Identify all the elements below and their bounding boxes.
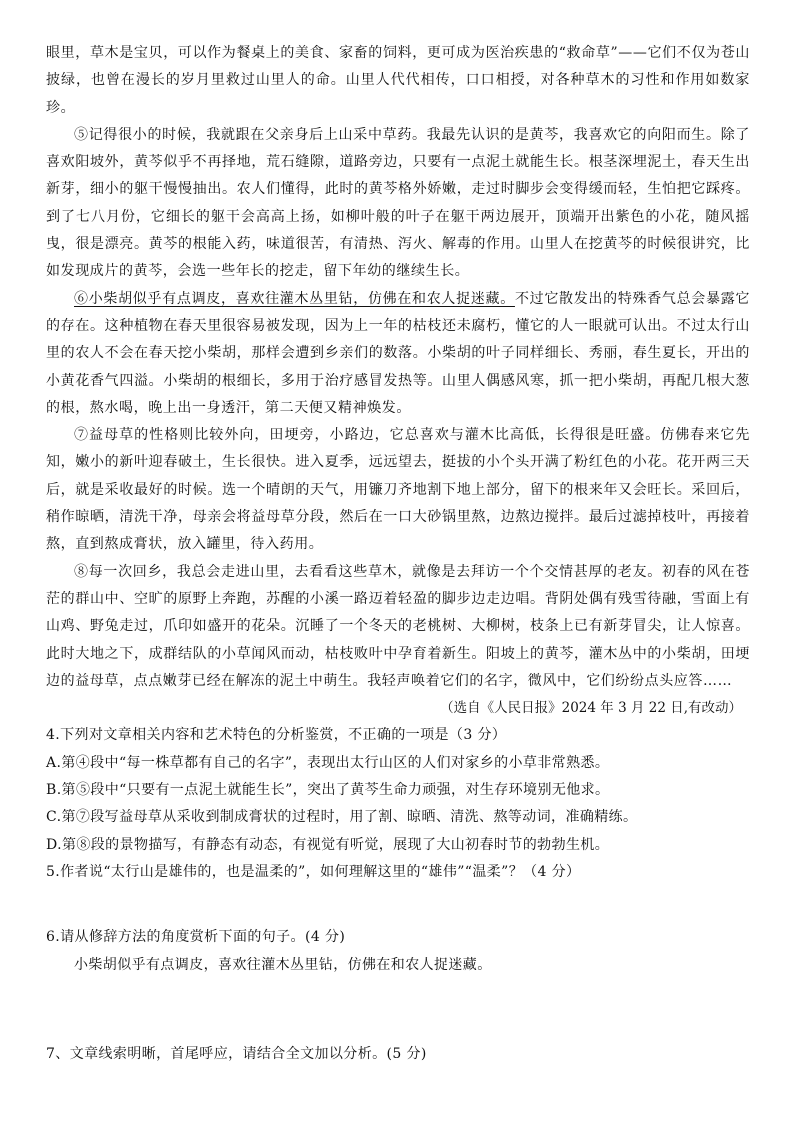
underlined-sentence: ⑥小柴胡似乎有点调皮，喜欢往灌木丛里钻，仿佛在和农人捉迷藏。	[74, 290, 515, 307]
answer-space-5	[46, 886, 750, 924]
question-4-option-c: C.第⑦段写益母草从采收到制成膏状的过程时，用了割、晾晒、清洗、熬等动词，准确精练。	[46, 809, 638, 826]
paragraph-8: ⑧每一次回乡，我总会走进山里，去看看这些草木，就像是去拜访一个个交情甚厚的老友。初春的风在苍茫的群山中、空旷的原野上奔跑，苏醒的小溪一路迈着轻盈的脚步边走边唱。背阴处偶有残雪待融，雪面上有山鸡、野兔走过，爪印如盛开的花朵。沉睡了一个冬天的老桃树、大柳树，枝条上已有新芽冒尖，让人惊喜。此时大地之下，成群结队的小草闻风而动，枯枝败叶中孕育着新生。阳坡上的黄芩，灌木丛中的小柴胡，田埂边的益母草，点点嫩芽已经在解冻的泥土中萌生。我轻声唤着它们的名字，微风中，它们纷纷点头应答……	[46, 563, 750, 689]
question-4-option-b: B.第⑤段中“只要有一点泥土就能生长”，突出了黄芩生命力顽强，对生存环境别无他求。	[46, 782, 610, 799]
question-5: 5.作者说“太行山是雄伟的，也是温柔的”，如何理解这里的“雄伟”“温柔”？（4 分）	[46, 863, 581, 880]
exam-page	[46, 40, 750, 1068]
paragraph-4-continuation: 眼里，草木是宝贝，可以作为餐桌上的美食、家畜的饲料，更可成为医治疾患的“救命草”——它们不仅为苍山披绿，也曾在漫长的岁月里救过山里人的命。山里人代代相传，口口相授，对各种草木的习性和作用如数家珍。	[46, 45, 750, 116]
question-4: 4.下列对文章相关内容和艺术特色的分析鉴赏，不正确的一项是（3 分）	[46, 727, 507, 744]
paragraph-5: ⑤记得很小的时候，我就跟在父亲身后上山采中草药。我最先认识的是黄芩，我喜欢它的向阳而生。除了喜欢阳坡外，黄芩似乎不再择地，荒石缝隙，道路旁边，只要有一点泥土就能生长。根茎深埋泥土，春天生出新芽，细小的躯干慢慢抽出。农人们懂得，此时的黄芩格外娇嫩，走过时脚步会变得缓而轻，生怕把它踩疼。到了七八月份，它细长的躯干会高高上扬，如柳叶般的叶子在躯干两边展开，顶端开出紫色的小花，随风摇曳，很是漂亮。黄芩的根能入药，味道很苦，有清热、泻火、解毒的作用。山里人在挖黄芩的时候很讲究，比如发现成片的黄芩，会选一些年长的挖走，留下年幼的继续生长。	[46, 126, 750, 280]
question-4-option-a: A.第④段中“每一株草都有自己的名字”，表现出太行山区的人们对家乡的小草非常熟悉。	[46, 754, 610, 771]
answer-space-6	[46, 979, 750, 1041]
question-7: 7、文章线索明晰，首尾呼应，请结合全文加以分析。(5 分)	[46, 1045, 427, 1062]
question-6-quoted-sentence: 小柴胡似乎有点调皮，喜欢往灌木丛里钻，仿佛在和农人捉迷藏。	[74, 956, 492, 973]
question-6: 6.请从修辞方法的角度赏析下面的句子。(4 分)	[46, 929, 346, 946]
question-4-option-d: D.第⑧段的景物描写，有静态有动态，有视觉有听觉，展现了大山初春时节的勃勃生机。	[46, 836, 610, 853]
source-citation: （选自《人民日报》2024 年 3 月 22 日,有改动）	[440, 700, 742, 717]
paragraph-6	[46, 286, 750, 422]
paragraph-7: ⑦益母草的性格则比较外向，田埂旁，小路边，它总喜欢与灌木比高低，长得很是旺盛。仿佛春来它先知，嫩小的新叶迎春破土，生长很快。进入夏季，远远望去，挺拔的小个头开满了粉红色的小花。花开两三天后，就是采收最好的时候。选一个晴朗的天气，用镰刀齐地割下地上部分，留下的根来年又会旺长。采回后，稍作晾晒，清洗干净，母亲会将益母草分段，然后在一口大砂锅里熬，边熬边搅拌。最后过滤掉枝叶，再接着熬，直到熬成膏状，放入罐里，待入药用。	[46, 427, 750, 553]
paragraph-6-rest: 不过它散发出的特殊香气总会暴露它的存在。这种植物在春天里很容易被发现，因为上一年的枯枝还未腐朽，懂它的人一眼就可认出。不过太行山里的农人不会在春天挖小柴胡，那样会遭到乡亲们的数落。小柴胡的叶子同样细长、秀丽，春生夏长，开出的小黄花香气四溢。小柴胡的根细长，多用于治疗感冒发热等。山里人偶感风寒，抓一把小柴胡，再配几根大葱的根，熬水喝，晚上出一身透汗，第二天便又精神焕发。	[46, 290, 751, 416]
